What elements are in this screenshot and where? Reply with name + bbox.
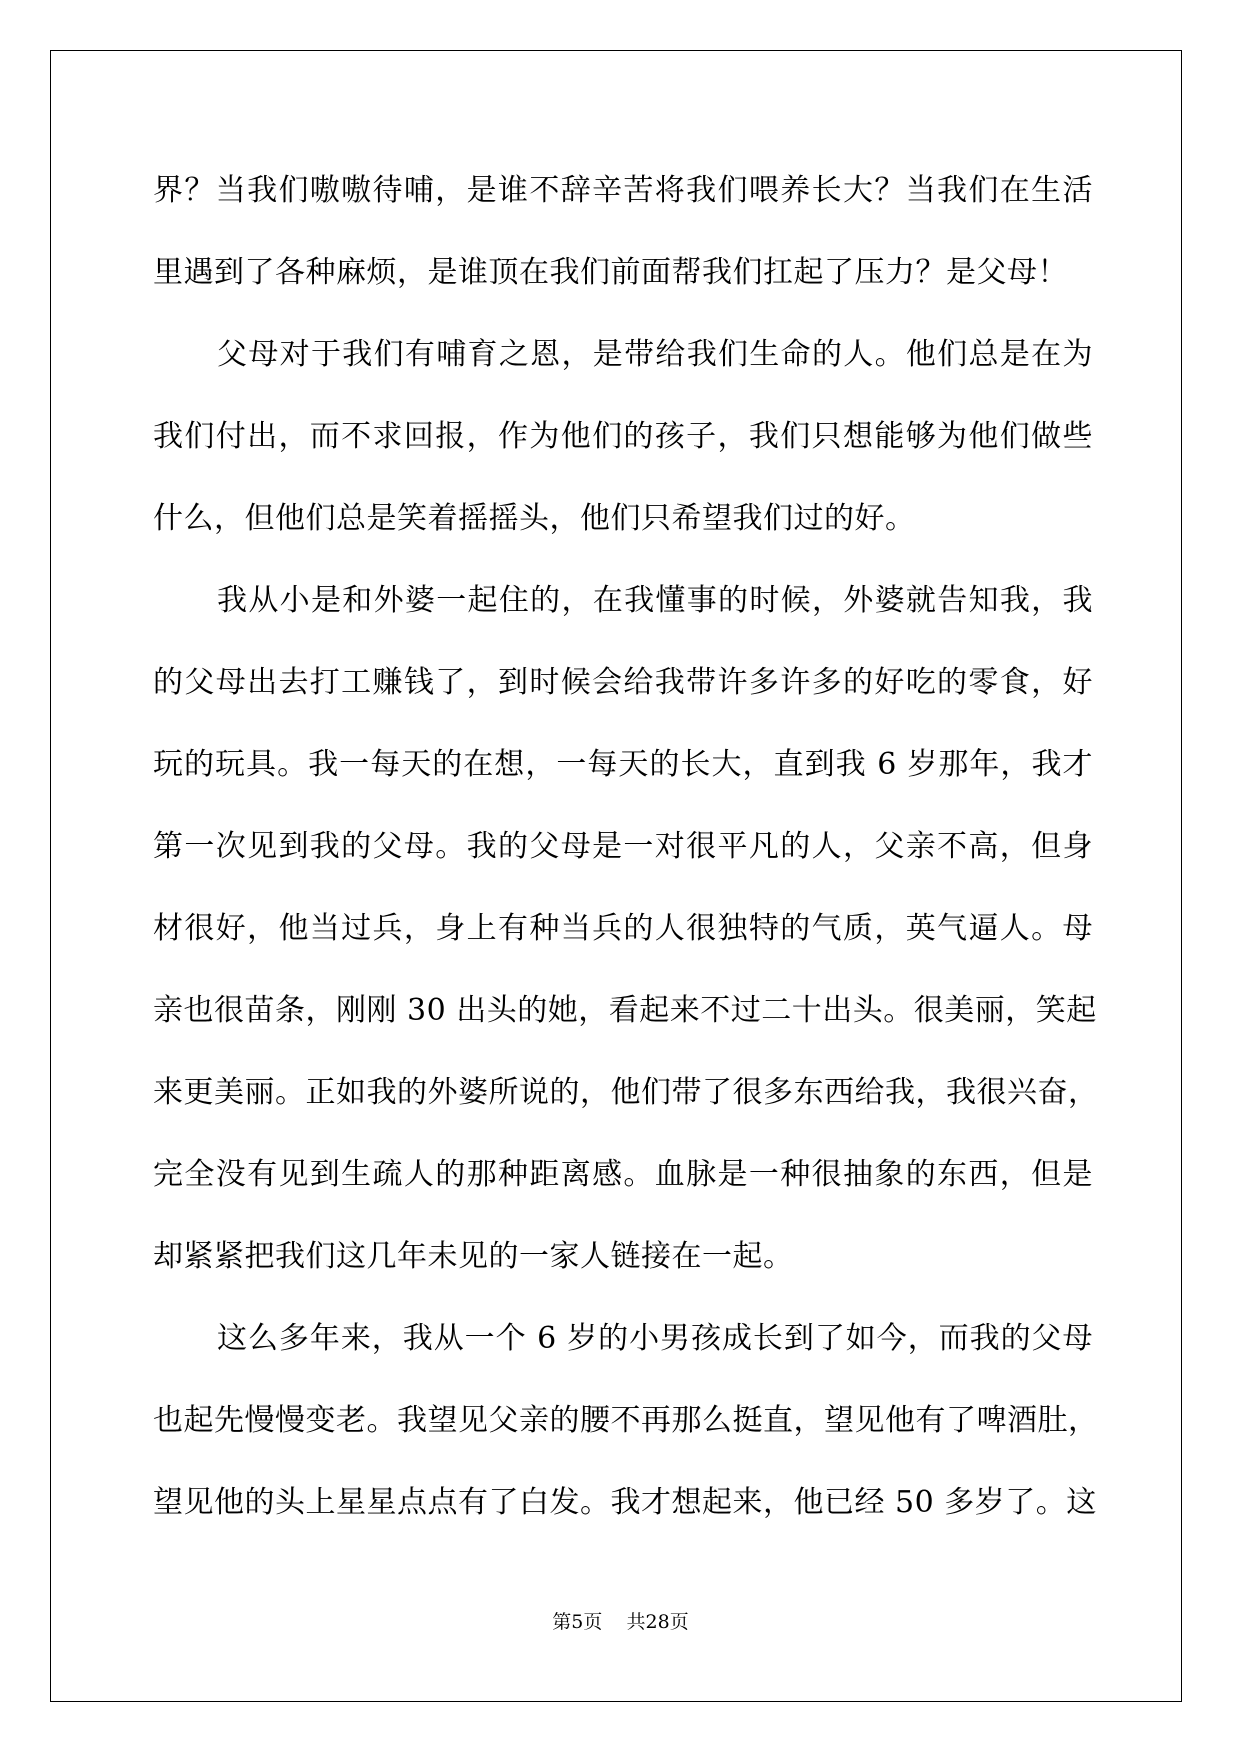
text-line: 却紧紧把我们这几年未见的一家人链接在一起。 xyxy=(153,1239,794,1274)
page-label-suffix: 页 xyxy=(583,1611,603,1633)
text-line: 的父母出去打工赚钱了，到时候会给我带许多许多的好吃的零食，好 xyxy=(153,665,1093,700)
text-line: 也起先慢慢变老。我望见父亲的腰不再那么挺直，望见他有了啤酒肚， xyxy=(153,1403,1099,1438)
total-pages: 28 xyxy=(645,1611,670,1633)
text-line: 我们付出，而不求回报，作为他们的孩子，我们只想能够为他们做些 xyxy=(153,419,1093,454)
text-line: 望见他的头上星星点点有了白发。我才想起来，他已经 50 多岁了。这 xyxy=(153,1485,1097,1520)
text-line: 材很好，他当过兵，身上有种当兵的人很独特的气质，英气逼人。母 xyxy=(153,911,1093,946)
text-line: 来更美丽。正如我的外婆所说的，他们带了很多东西给我，我很兴奋， xyxy=(153,1075,1099,1110)
page-number: 5 xyxy=(571,1611,584,1633)
total-label-prefix: 共 xyxy=(626,1611,646,1633)
text-line: 什么，但他们总是笑着摇摇头，他们只希望我们过的好。 xyxy=(153,501,916,536)
text-line: 玩的玩具。我一每天的在想，一每天的长大，直到我 6 岁那年，我才 xyxy=(153,747,1093,782)
text-line: 我从小是和外婆一起住的，在我懂事的时候，外婆就告知我，我 xyxy=(217,583,1093,618)
total-label-suffix: 页 xyxy=(669,1611,689,1633)
text-line: 界？当我们嗷嗷待哺，是谁不辞辛苦将我们喂养长大？当我们在生活 xyxy=(153,173,1093,208)
text-line: 这么多年来，我从一个 6 岁的小男孩成长到了如今，而我的父母 xyxy=(217,1321,1093,1356)
document-body xyxy=(153,160,1099,1554)
text-line: 父母对于我们有哺育之恩，是带给我们生命的人。他们总是在为 xyxy=(217,337,1093,372)
text-line: 第一次见到我的父母。我的父母是一对很平凡的人，父亲不高，但身 xyxy=(153,829,1093,864)
text-line: 亲也很苗条，刚刚 30 出头的她，看起来不过二十出头。很美丽，笑起 xyxy=(153,993,1097,1028)
text-line: 里遇到了各种麻烦，是谁顶在我们前面帮我们扛起了压力？是父母！ xyxy=(153,255,1068,290)
page-footer xyxy=(0,1610,1241,1634)
page-label-prefix: 第 xyxy=(552,1611,572,1633)
text-line: 完全没有见到生疏人的那种距离感。血脉是一种很抽象的东西，但是 xyxy=(153,1157,1093,1192)
